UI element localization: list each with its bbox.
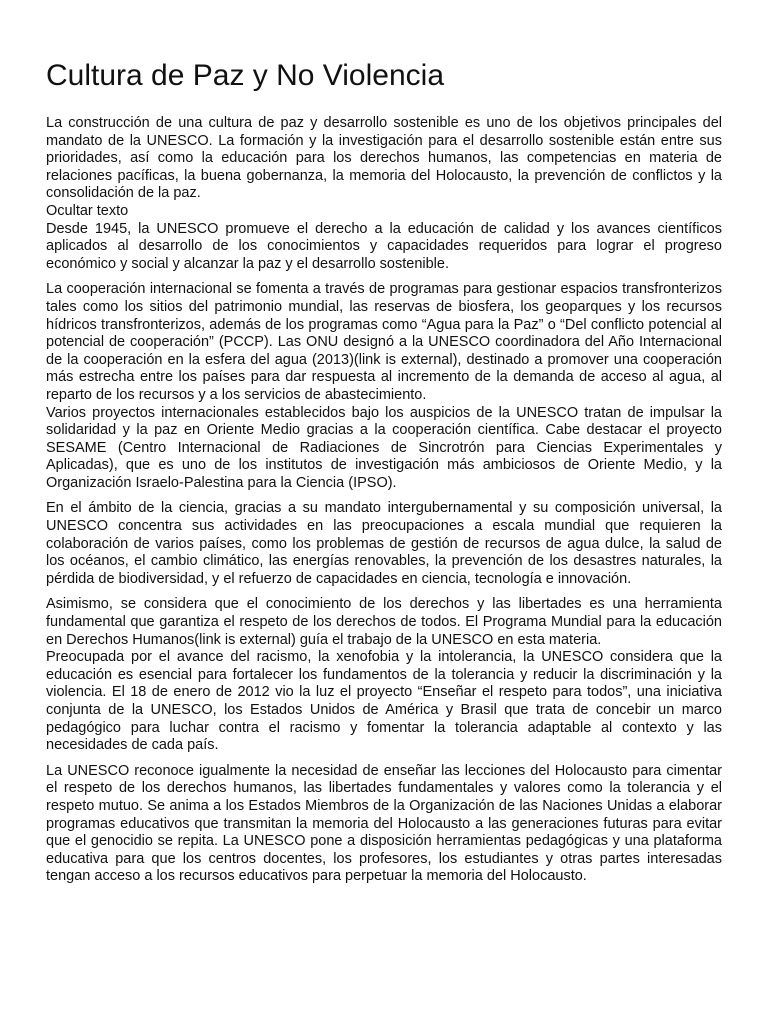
- paragraph-science: En el ámbito de la ciencia, gracias a su mandato intergubernamental y su composición universal, la UNESCO concentra sus actividades en las preocupaciones a escala mundial que requieren la colaboración de varios países, como los problemas de gestión de recursos de agua dulce, la salud de los océanos, el cambio climático, las energías renovables, la prevención de los desastres naturales, la pérdida de biodiversidad, y el refuerzo de capacidades en ciencia, tecnología e innovación.: [46, 500, 722, 587]
- paragraph-holocaust: La UNESCO reconoce igualmente la necesidad de enseñar las lecciones del Holocausto para cimentar el respeto de los derechos humanos, las libertades fundamentales y valores como la tolerancia y el respeto mutuo. Se anima a los Estados Miembros de la Organización de las Naciones Unidas a elaborar programas educativos que transmitan la memoria del Holocausto a las generaciones futuras para evitar que el genocidio se repita. La UNESCO pone a disposición herramientas pedagógicas y una plataforma educativa para que los centros docentes, los profesores, los estudiantes y otras partes interesadas tengan acceso a los recursos educativos para perpetuar la memoria del Holocausto.: [46, 762, 722, 885]
- paragraph-human-rights: Asimismo, se considera que el conocimiento de los derechos y las libertades es una herramienta fundamental que garantiza el respeto de los derechos de todos. El Programa Mundial para la educación en Derechos Humanos(link is external) guía el trabajo de la UNESCO en esta materia.: [46, 596, 722, 648]
- paragraph-since-1945: Desde 1945, la UNESCO promueve el derecho a la educación de calidad y los avances científicos aplicados al desarrollo de los conocimientos y capacidades requeridos para lograr el progreso económico y social y alcanzar la paz y el desarrollo sostenible.: [46, 220, 722, 272]
- hide-text-link[interactable]: Ocultar texto: [46, 202, 129, 219]
- paragraph-intro: La construcción de una cultura de paz y desarrollo sostenible es uno de los objetivos principales del mandato de la UNESCO. La formación y la investigación para el desarrollo sostenible están entre sus prioridades, así como la educación para los derechos humanos, las competencias en materia de relaciones pacíficas, la buena gobernanza, la memoria del Holocausto, la prevención de conflictos y la consolidación de la paz.: [46, 115, 722, 202]
- page-title: Cultura de Paz y No Violencia: [46, 59, 444, 92]
- paragraph-racism-tolerance: Preocupada por el avance del racismo, la xenofobia y la intolerancia, la UNESCO considera que la educación es esencial para fortalecer los fundamentos de la tolerancia y reducir la discriminación y la violencia. El 18 de enero de 2012 vio la luz el proyecto “Enseñar el respeto para todos”, una iniciativa conjunta de la UNESCO, los Estados Unidos de América y Brasil que trata de concebir un marco pedagógico para luchar contra el racismo y fomentar la tolerancia adaptable al contexto y las necesidades de cada país.: [46, 649, 722, 754]
- paragraph-middle-east-projects: Varios proyectos internacionales establecidos bajo los auspicios de la UNESCO tratan de impulsar la solidaridad y la paz en Oriente Medio gracias a la cooperación científica. Cabe destacar el proyecto SESAME (Centro Internacional de Radiaciones de Sincrotrón para Ciencias Experimentales y Aplicadas), que es uno de los institutos de investigación más ambiciosos de Oriente Medio, y la Organización Israelo-Palestina para la Ciencia (IPSO).: [46, 404, 722, 491]
- paragraph-international-cooperation: La cooperación internacional se fomenta a través de programas para gestionar espacios transfronterizos tales como los sitios del patrimonio mundial, las reservas de biosfera, los geoparques y los recursos hídricos transfronterizos, además de los programas como “Agua para la Paz” o “Del conflicto potencial al potencial de cooperación” (PCCP). Las ONU designó a la UNESCO coordinadora del Año Internacional de la cooperación en la esfera del agua (2013)(link is external), destinado a promover una cooperación más estrecha entre los países para dar respuesta al incremento de la demanda de acceso al agua, al reparto de los recursos y a los servicios de abastecimiento.: [46, 281, 722, 403]
